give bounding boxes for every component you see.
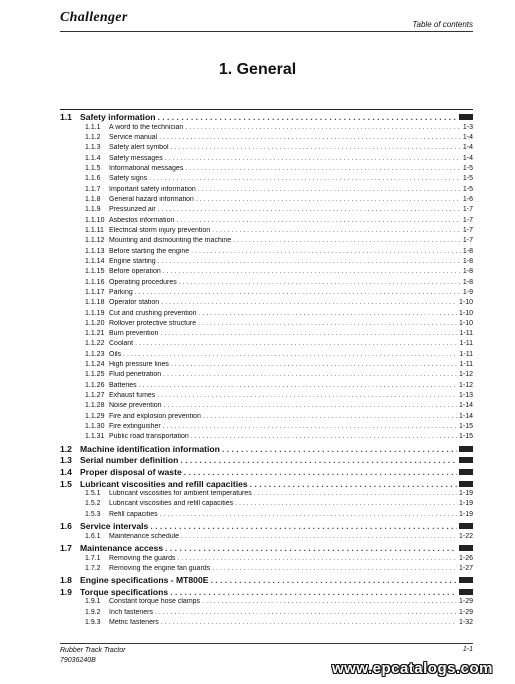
toc-dot-leader (163, 268, 461, 275)
brand-logo: Challenger (60, 10, 128, 25)
page-ref-marker-icon (459, 114, 473, 120)
toc-entry-title: Parking (109, 288, 133, 296)
toc-entry-title: Safety information (80, 112, 156, 122)
toc-entry-title: Machine identification information (80, 443, 220, 454)
toc-subsection-entry[interactable] (60, 500, 473, 510)
toc-entry-title: Mounting and dismounting the machine (109, 237, 232, 245)
toc-subsection-entry[interactable] (60, 155, 473, 165)
page-ref-marker-icon (459, 545, 473, 551)
page-ref-marker-icon (459, 446, 473, 452)
toc-dot-leader (170, 587, 457, 597)
toc-dot-leader (139, 382, 457, 389)
toc-subsection-entry[interactable] (60, 371, 473, 381)
toc-page-number: 1-5 (462, 185, 473, 193)
toc-dot-leader (185, 165, 461, 172)
toc-page-number: 1-8 (462, 268, 473, 276)
toc-entry-title: General hazard information (109, 195, 194, 203)
toc-subsection-entry[interactable] (60, 423, 473, 433)
footer-rule (60, 643, 473, 644)
footer-product: Rubber Track Tractor (60, 647, 126, 654)
toc-subsection-entry[interactable] (60, 320, 473, 330)
toc-dot-leader (181, 533, 457, 540)
toc-dot-leader (165, 155, 461, 162)
toc-subsection-entry[interactable] (60, 310, 473, 320)
toc-dot-leader (179, 279, 461, 286)
toc-entry-title: Metric fasteners (109, 619, 159, 627)
toc-subsection-entry[interactable] (60, 511, 473, 521)
toc-page-number: 1-29 (458, 608, 473, 616)
toc-subsection-entry[interactable] (60, 555, 473, 565)
toc-section-entry[interactable] (60, 587, 473, 599)
toc-subsection-entry[interactable] (60, 175, 473, 185)
toc-page-number: 1-5 (462, 164, 473, 172)
toc-page-number: 1-11 (459, 330, 473, 338)
toc-entry-title: Removing the engine fan guards (109, 564, 211, 572)
toc-entry-title: Serial number definition (80, 455, 179, 466)
toc-entry-number: 1.1.4 (85, 154, 101, 162)
footer-product-info (60, 646, 125, 666)
toc-subsection-entry[interactable] (60, 186, 473, 196)
toc-entry-number: 1.1.24 (85, 361, 105, 369)
toc-entry-number: 1.1.6 (85, 175, 101, 183)
toc-dot-leader (202, 598, 457, 605)
toc-dot-leader (163, 371, 457, 378)
toc-entry-title: Cut and crushing prevention (109, 309, 197, 317)
toc-entry-number: 1.1.31 (85, 433, 105, 441)
toc-page-number: 1-14 (458, 402, 473, 410)
toc-subsection-entry[interactable] (60, 609, 473, 619)
toc-entry-title: Exhaust fumes (109, 392, 156, 400)
toc-entry-title: Proper disposal of waste (80, 466, 182, 477)
toc-subsection-entry[interactable] (60, 289, 473, 299)
toc-page-number: 1-15 (458, 433, 473, 441)
toc-page-number: 1-11 (459, 361, 473, 369)
toc-subsection-entry[interactable] (60, 227, 473, 237)
toc-dot-leader (158, 258, 461, 265)
toc-subsection-entry[interactable] (60, 330, 473, 340)
toc-entry-number: 1.1.14 (85, 257, 105, 265)
toc-page-number: 1-12 (458, 371, 473, 379)
toc-subsection-entry[interactable] (60, 165, 473, 175)
toc-entry-number: 1.1.15 (85, 268, 105, 276)
toc-dot-leader (135, 340, 457, 347)
toc-entry-title: Engine starting (109, 257, 156, 265)
toc-subsection-entry[interactable] (60, 279, 473, 289)
chapter-title: 1. General (218, 61, 297, 78)
toc-subsection-entry[interactable] (60, 402, 473, 412)
toc-entry-title: Safety messages (109, 154, 163, 162)
toc-entry-title: Fire and explosion prevention (109, 412, 201, 420)
toc-entry-title: Maintenance access (80, 543, 164, 554)
toc-page-number: 1-15 (458, 423, 473, 431)
toc-entry-title: Fluid penetration (109, 371, 162, 379)
toc-entry-number: 1.5.2 (85, 500, 101, 508)
toc-entry-number: 1.1.19 (85, 309, 105, 317)
toc-dot-leader (150, 521, 457, 531)
toc-entry-title: Public road transportation (109, 433, 189, 441)
toc-entry-number: 1.1.21 (85, 330, 105, 338)
toc-entry-number: 1.1.29 (85, 412, 105, 420)
toc-page-number: 1-12 (458, 381, 473, 389)
header-rule (60, 31, 473, 32)
toc-dot-leader (157, 112, 457, 122)
toc-page-number: 1-8 (462, 257, 473, 265)
toc-page-number: 1-10 (458, 319, 473, 327)
toc-dot-leader (157, 392, 457, 399)
toc-entry-number: 1.1.16 (85, 278, 105, 286)
toc-entry-title: Fire extinguisher (109, 423, 161, 431)
toc-subsection-entry[interactable] (60, 351, 473, 361)
toc-subsection-entry[interactable] (60, 217, 473, 227)
toc-entry-number: 1.9.2 (85, 608, 101, 616)
toc-subsection-entry[interactable] (60, 124, 473, 134)
toc-entry-title: Service intervals (80, 521, 149, 532)
toc-subsection-entry[interactable] (60, 340, 473, 350)
toc-entry-title: Constant torque hose clamps (109, 598, 201, 606)
toc-subsection-entry[interactable] (60, 433, 473, 443)
toc-entry-title: Before starting the engine (109, 247, 190, 255)
toc-entry-title: Rollover protective structure (109, 319, 197, 327)
toc-page-number: 1-7 (462, 206, 473, 214)
toc-entry-title: Batteries (109, 381, 137, 389)
toc-dot-leader (163, 423, 457, 430)
toc-subsection-entry[interactable] (60, 134, 473, 144)
toc-page-number: 1-26 (458, 554, 473, 562)
toc-dot-leader (159, 134, 461, 141)
toc-page-number: 1-10 (458, 309, 473, 317)
toc-dot-leader (123, 351, 457, 358)
toc-page-number: 1-7 (462, 226, 473, 234)
toc-entry-title: Refill capacities (109, 510, 158, 518)
toc-entry-number: 1.9.3 (85, 619, 101, 627)
toc-entry-title: Lubricant viscosities and refill capacities (80, 478, 248, 489)
toc-section-entry[interactable] (60, 521, 473, 533)
toc-entry-title: Removing the guards (109, 554, 176, 562)
footer-page-number: 1-1 (462, 646, 473, 653)
toc-subsection-entry[interactable] (60, 237, 473, 247)
page-ref-marker-icon (459, 577, 473, 583)
toc-page-number: 1-22 (458, 532, 473, 540)
toc-entry-number: 1.1.25 (85, 371, 105, 379)
toc-dot-leader (185, 124, 461, 131)
toc-entry-number: 1.1.26 (85, 381, 105, 389)
toc-entry-title: Torque specifications (80, 586, 169, 597)
toc-dot-leader (250, 479, 457, 489)
toc-entry-number: 1.1.2 (85, 133, 101, 141)
toc-entry-title: Safety alert symbol (109, 144, 169, 152)
toc-page-number: 1-8 (462, 247, 473, 255)
toc-section-entry[interactable] (60, 112, 473, 124)
toc-entry-number: 1.1.5 (85, 164, 101, 172)
toc-dot-leader (161, 299, 457, 306)
toc-entry-title: Before operation (109, 268, 161, 276)
toc-entry-number: 1.2 (60, 443, 72, 454)
toc-section-entry[interactable] (60, 444, 473, 456)
toc-entry-title: Important safety information (109, 185, 196, 193)
toc-entry-number: 1.9.1 (85, 598, 101, 606)
footer-doc-number: 79036240B (60, 657, 96, 664)
toc-subsection-entry[interactable] (60, 206, 473, 216)
toc-entry-number: 1.7 (60, 543, 72, 554)
toc-page-number: 1-3 (462, 123, 473, 131)
toc-dot-leader (203, 413, 457, 420)
toc-entry-number: 1.1.11 (85, 226, 104, 234)
toc-dot-leader (161, 619, 457, 626)
toc-entry-number: 1.1.8 (85, 195, 101, 203)
toc-subsection-entry[interactable] (60, 619, 473, 629)
toc-entry-number: 1.1.20 (85, 319, 105, 327)
toc-entry-number: 1.1.7 (85, 185, 101, 193)
page-ref-marker-icon (459, 481, 473, 487)
toc-entry-title: High pressure lines (109, 361, 169, 369)
toc-entry-title: Engine specifications - MT800E (80, 575, 209, 586)
toc-page-number: 1-10 (458, 299, 473, 307)
toc-entry-number: 1.1.1 (85, 123, 101, 131)
toc-subsection-entry[interactable] (60, 196, 473, 206)
toc-entry-number: 1.1 (60, 112, 72, 122)
toc-dot-leader (155, 609, 457, 616)
toc-entry-number: 1.3 (60, 455, 72, 466)
toc-dot-leader (222, 444, 457, 454)
page-ref-marker-icon (459, 457, 473, 463)
toc-page-number: 1-5 (462, 175, 473, 183)
toc-entry-title: Pressurized air (109, 206, 156, 214)
toc-dot-leader (199, 310, 457, 317)
toc-dot-leader (191, 248, 461, 255)
toc-entry-title: Oils (109, 350, 122, 358)
toc-entry-title: A word to the technician (109, 123, 184, 131)
toc-entry-title: Safety signs (109, 175, 148, 183)
toc-entry-number: 1.1.22 (85, 340, 105, 348)
toc-dot-leader (210, 575, 457, 585)
toc-subsection-entry[interactable] (60, 268, 473, 278)
toc-page-number: 1-11 (459, 340, 473, 348)
toc-dot-leader (198, 320, 457, 327)
toc-entry-title: Noise prevention (109, 402, 162, 410)
toc-entry-number: 1.5.1 (85, 490, 101, 498)
toc-entry-title: Coolant (109, 340, 134, 348)
toc-entry-title: Burn prevention (109, 330, 159, 338)
toc-page-number: 1-4 (462, 133, 473, 141)
toc-entry-number: 1.1.18 (85, 299, 105, 307)
toc-dot-leader (254, 490, 457, 497)
toc-dot-leader (171, 361, 458, 368)
toc-subsection-entry[interactable] (60, 598, 473, 608)
toc-page-number: 1-32 (458, 619, 473, 627)
toc-dot-leader (178, 555, 457, 562)
toc-section-entry[interactable] (60, 543, 473, 555)
toc-entry-number: 1.1.3 (85, 144, 101, 152)
toc-entry-number: 1.5.3 (85, 510, 101, 518)
toc-dot-leader (135, 289, 461, 296)
toc-entry-number: 1.6 (60, 521, 72, 532)
toc-subsection-entry[interactable] (60, 490, 473, 500)
toc-entry-number: 1.1.30 (85, 423, 105, 431)
toc-entry-number: 1.6.1 (85, 532, 101, 540)
toc-entry-title: Service manual (109, 133, 158, 141)
toc-dot-leader (160, 511, 457, 518)
toc-entry-number: 1.1.12 (85, 237, 105, 245)
toc-entry-number: 1.1.17 (85, 288, 105, 296)
toc-entry-number: 1.8 (60, 575, 72, 586)
toc-page-number: 1-19 (458, 490, 473, 498)
toc-section-entry[interactable] (60, 479, 473, 491)
toc-dot-leader (158, 206, 461, 213)
toc-entry-number: 1.1.28 (85, 402, 105, 410)
toc-page-number: 1-6 (462, 195, 473, 203)
toc-dot-leader (165, 543, 457, 553)
toc-entry-number: 1.1.9 (85, 206, 101, 214)
toc-section-entry[interactable] (60, 467, 473, 479)
toc-dot-leader (196, 196, 461, 203)
toc-entry-title: Lubricant viscosities and refill capacities (109, 500, 234, 508)
page-ref-marker-icon (459, 523, 473, 529)
toc-section-entry[interactable] (60, 575, 473, 587)
toc-entry-title: Informational messages (109, 164, 184, 172)
page-ref-marker-icon (459, 589, 473, 595)
toc-page-number: 1-29 (458, 598, 473, 606)
toc-dot-leader (160, 330, 457, 337)
toc-entry-number: 1.1.13 (85, 247, 105, 255)
toc-dot-leader (212, 565, 457, 572)
toc-subsection-entry[interactable] (60, 392, 473, 402)
toc-page-number: 1-4 (462, 144, 473, 152)
toc-section-entry[interactable] (60, 455, 473, 467)
toc-entry-title: Operator station (109, 299, 160, 307)
toc-page-number: 1-27 (458, 564, 473, 572)
toc-dot-leader (191, 433, 457, 440)
toc-subsection-entry[interactable] (60, 258, 473, 268)
table-of-contents (60, 109, 473, 629)
toc-entry-number: 1.5 (60, 478, 72, 489)
toc-subsection-entry[interactable] (60, 361, 473, 371)
toc-entry-title: Inch fasteners (109, 608, 153, 616)
toc-page-number: 1-7 (462, 237, 473, 245)
toc-dot-leader (171, 144, 461, 151)
toc-subsection-entry[interactable] (60, 248, 473, 258)
toc-page-number: 1-11 (459, 350, 473, 358)
toc-subsection-entry[interactable] (60, 565, 473, 575)
toc-entry-number: 1.7.1 (85, 554, 101, 562)
toc-dot-leader (164, 402, 457, 409)
toc-entry-title: Asbestos information (109, 216, 175, 224)
toc-entry-title: Maintenance schedule (109, 532, 180, 540)
page-ref-marker-icon (459, 469, 473, 475)
toc-page-number: 1-19 (458, 510, 473, 518)
toc-page-number: 1-4 (462, 154, 473, 162)
toc-page-number: 1-13 (458, 392, 473, 400)
header-section-title: Table of contents (412, 20, 473, 29)
toc-page-number: 1-19 (458, 500, 473, 508)
toc-dot-leader (180, 455, 457, 465)
toc-subsection-entry[interactable] (60, 413, 473, 423)
toc-subsection-entry[interactable] (60, 144, 473, 154)
toc-page-number: 1-8 (462, 278, 473, 286)
toc-dot-leader (212, 227, 461, 234)
toc-page-number: 1-7 (462, 216, 473, 224)
toc-entry-title: Operating procedures (109, 278, 177, 286)
toc-page-number: 1-14 (458, 412, 473, 420)
toc-dot-leader (235, 500, 457, 507)
toc-page-number: 1-9 (462, 288, 473, 296)
toc-entry-number: 1.9 (60, 586, 72, 597)
toc-dot-leader (184, 467, 457, 477)
toc-subsection-entry[interactable] (60, 382, 473, 392)
toc-entry-title: Lubricant viscosities for ambient temperatures (109, 490, 252, 498)
toc-dot-leader (198, 186, 461, 193)
watermark: www.epcatalogs.com (332, 660, 493, 677)
toc-subsection-entry[interactable] (60, 299, 473, 309)
toc-dot-leader (149, 175, 461, 182)
toc-entry-number: 1.1.27 (85, 392, 105, 400)
toc-entry-number: 1.4 (60, 466, 72, 477)
toc-entry-title: Electrical storm injury prevention (109, 226, 211, 234)
toc-subsection-entry[interactable] (60, 533, 473, 543)
toc-entry-number: 1.7.2 (85, 564, 101, 572)
toc-dot-leader (176, 217, 461, 224)
toc-entry-number: 1.1.10 (85, 216, 105, 224)
toc-dot-leader (233, 237, 461, 244)
toc-entry-number: 1.1.23 (85, 350, 105, 358)
